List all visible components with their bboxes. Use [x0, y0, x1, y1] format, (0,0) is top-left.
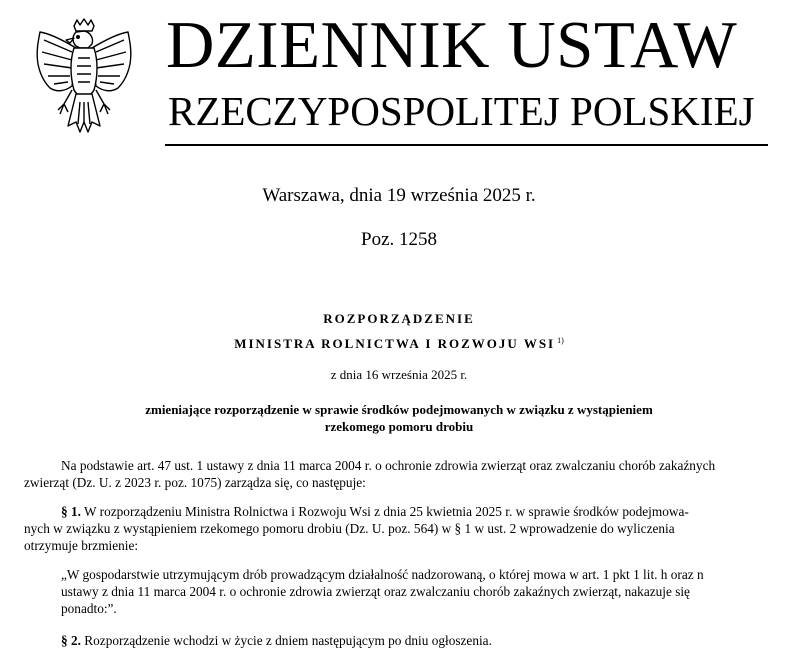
section-2-line — [61, 632, 492, 649]
section-2-label: § 2. — [61, 633, 81, 648]
polish-eagle-emblem-icon — [30, 18, 138, 136]
section-1-line: otrzymuje brzmienie: — [24, 538, 139, 553]
act-subject-line: zmieniające rozporządzenie w sprawie środków podejmowanych w związku z wystąpieniem — [145, 402, 653, 417]
legal-basis-line: Na podstawie art. 47 ust. 1 ustawy z dnia 11 marca 2004 r. o ochronie zdrowia zwierząt oraz zwalczaniu chorób zakaźnych — [61, 458, 716, 473]
section-1-text: W rozporządzeniu Ministra Rolnictwa i Rozwoju Wsi z dnia 25 kwietnia 2025 r. w sprawie środków podejmowa- — [80, 504, 689, 519]
legal-basis-line: zwierząt (Dz. U. z 2023 r. poz. 1075) zarządza się, co następuje: — [24, 475, 366, 490]
footnote-ref: 1) — [557, 336, 564, 345]
section-1-label: § 1. — [61, 504, 81, 519]
act-subject-line: rzekomego pomoru drobiu — [324, 419, 474, 434]
header-rule — [165, 144, 768, 146]
section-1-line: nych w związku z wystąpieniem rzekomego pomoru drobiu (Dz. U. poz. 564) w § 1 w ust. 2 wprowadzenie do wyliczenia — [24, 521, 675, 536]
journal-subtitle: RZECZYPOSPOLITEJ POLSKIEJ — [168, 88, 755, 134]
section-2-text: Rozporządzenie wchodzi w życie z dniem następującym po dniu ogłoszenia. — [80, 633, 492, 648]
journal-title: DZIENNIK USTAW — [166, 8, 738, 82]
quoted-text-line: ponadto:”. — [61, 601, 117, 616]
act-subject — [90, 401, 708, 435]
publication-place-date: Warszawa, dnia 19 września 2025 r. — [262, 185, 536, 206]
quoted-text-line: ustawy z dnia 11 marca 2004 r. o ochronie zdrowia zwierząt oraz zwalczaniu chorób zakaźnych zwierząt, nakazuje się — [61, 584, 690, 599]
act-type: ROZPORZĄDZENIE — [323, 311, 475, 326]
quoted-text-line: „W gospodarstwie utrzymującym drób prowadzącym działalność nadzorowaną, o której mowa w art. 1 pkt 1 lit. h oraz n — [61, 567, 704, 582]
act-authority — [0, 333, 798, 352]
section-1-line — [61, 503, 689, 520]
act-authority-text: MINISTRA ROLNICTWA I ROZWOJU WSI — [234, 336, 556, 351]
act-date: z dnia 16 września 2025 r. — [330, 367, 468, 382]
publication-position: Poz. 1258 — [361, 229, 437, 250]
